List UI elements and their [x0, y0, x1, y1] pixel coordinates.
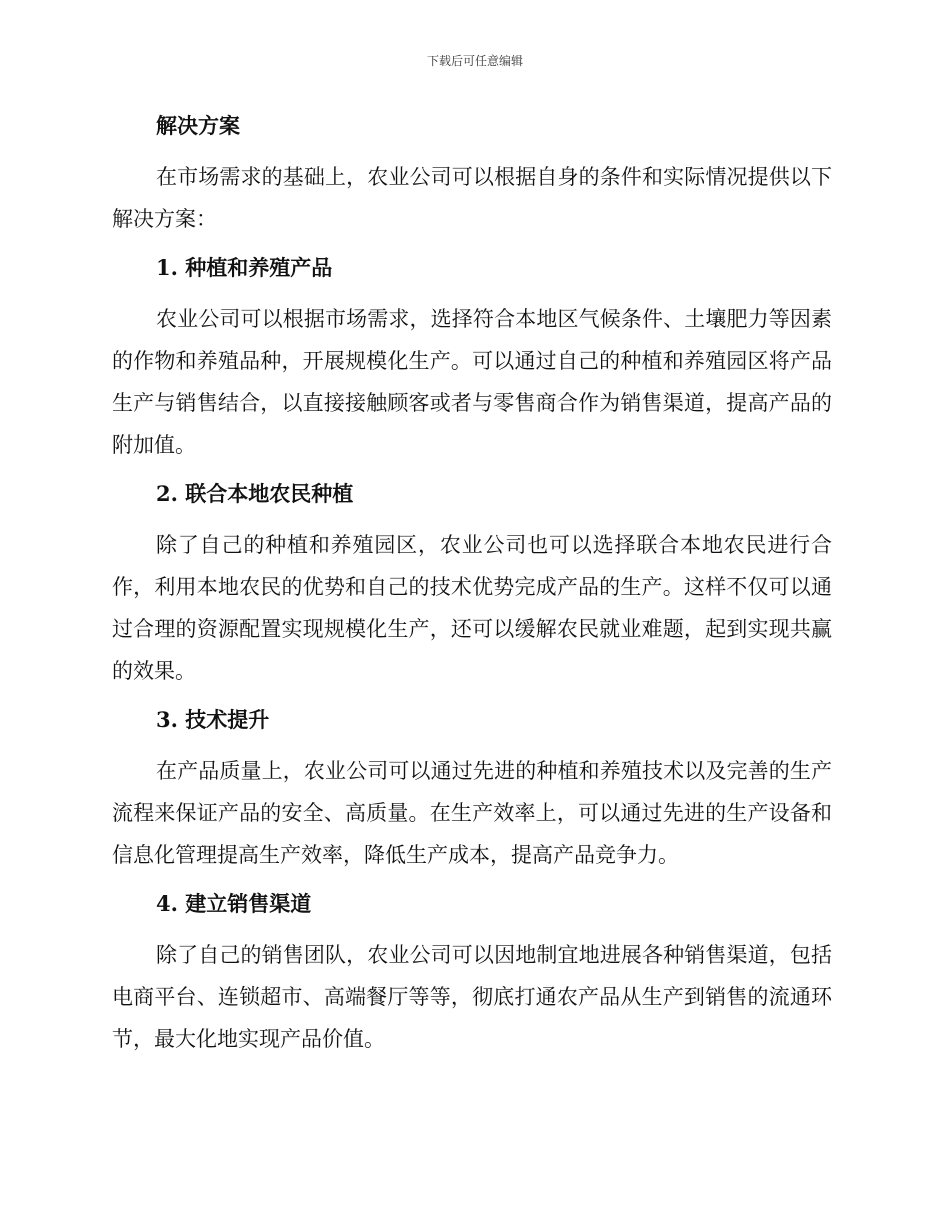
section-heading: 1. 种植和养殖产品 — [156, 255, 333, 280]
section-farmer-cooperation — [112, 472, 832, 692]
section-paragraph: 在产品质量上，农业公司可以通过先进的种植和养殖技术以及完善的生产流程来保证产品的安全、高质量。在生产效率上，可以通过先进的生产设备和信息化管理提高生产效率，降低生产成本，提高产品竞争力。 — [112, 759, 832, 867]
section-technology — [112, 698, 832, 876]
section-sales-channels — [112, 882, 832, 1060]
section-paragraph: 除了自己的销售团队，农业公司可以因地制宜地进展各种销售渠道，包括电商平台、连锁超市、高端餐厅等等，彻底打通农产品从生产到销售的流通环节，最大化地实现产品价值。 — [112, 943, 832, 1051]
intro-paragraph: 在市场需求的基础上，农业公司可以根据自身的条件和实际情况提供以下解决方案： — [112, 165, 832, 231]
document-title: 解决方案 — [156, 113, 240, 138]
section-paragraph: 农业公司可以根据市场需求，选择符合本地区气候条件、土壤肥力等因素的作物和养殖品种，开展规模化生产。可以通过自己的种植和养殖园区将产品生产与销售结合，以直接接触顾客或者与零售商合作为销售渠道，提高产品的附加值。 — [112, 307, 832, 457]
section-paragraph: 除了自己的种植和养殖园区，农业公司也可以选择联合本地农民进行合作，利用本地农民的优势和自己的技术优势完成产品的生产。这样不仅可以通过合理的资源配置实现规模化生产，还可以缓解农民就业难题，起到实现共赢的效果。 — [112, 533, 832, 683]
section-planting — [112, 246, 832, 466]
page-header-note: 下载后可任意编辑 — [426, 54, 523, 68]
section-heading: 2. 联合本地农民种植 — [156, 481, 354, 506]
section-heading: 3. 技术提升 — [156, 707, 270, 732]
section-heading: 4. 建立销售渠道 — [156, 891, 312, 916]
document-body — [112, 104, 832, 1060]
